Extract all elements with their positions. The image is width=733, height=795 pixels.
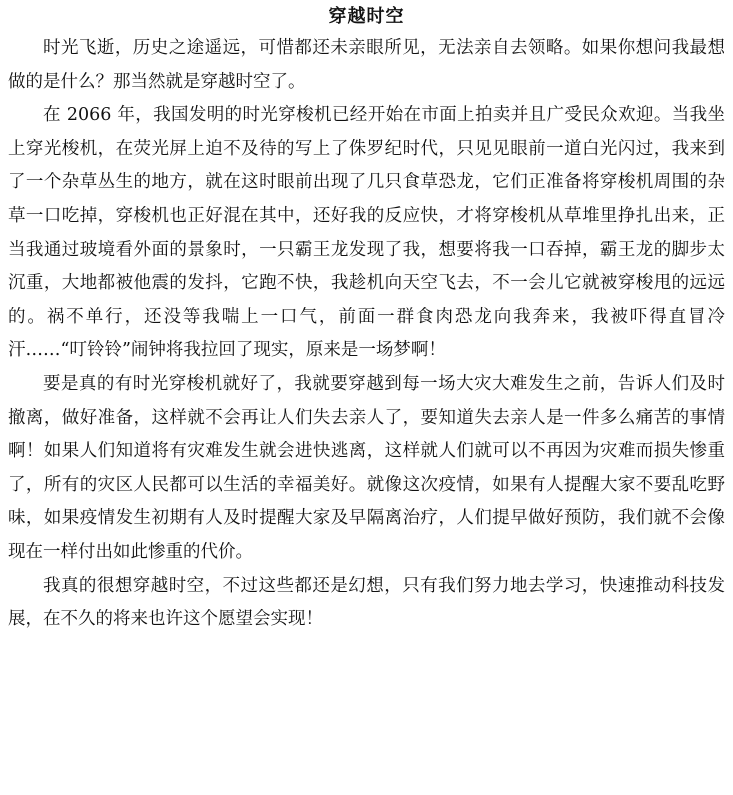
paragraph-4: 我真的很想穿越时空，不过这些都还是幻想，只有我们努力地去学习，快速推动科技发展，在不久的将来也许这个愿望会实现！ [8,575,725,630]
paragraph-1: 时光飞逝，历史之途遥远，可惜都还未亲眼所见，无法亲自去领略。如果你想问我最想做的是什么？那当然就是穿越时空了。 [8,38,725,92]
paragraph-2: 在 2066 年，我国发明的时光穿梭机已经开始在市面上拍卖并且广受民众欢迎。当我坐上穿光梭机，在荧光屏上迫不及待的写上了侏罗纪时代，只见见眼前一道白光闪过，我来到了一个杂草丛生的地方，就在这时眼前出现了几只食草恐龙，它们正准备将穿梭机周围的杂草一口吃掉，穿梭机也正好混在其中，还好我的反应快，才将穿梭机从草堆里挣扎出来，正当我通过玻境看外面的景象时，一只霸王龙发现了我，想要将我一口吞掉，霸王龙的脚步太沉重，大地都被他震的发抖，它跑不快，我趁机向天空飞去，不一会儿它就被穿梭甩的远远的。祸不单行，还没等我喘上一口气，前面一群食肉恐龙向我奔来，我被吓得直冒冷汗……“叮铃铃”闹钟将我拉回了现实，原来是一场梦啊！ [8,105,725,361]
document-title: 穿越时空 [328,6,405,27]
paragraph-3: 要是真的有时光穿梭机就好了，我就要穿越到每一场大灾大难发生之前，告诉人们及时撤离，做好准备，这样就不会再让人们失去亲人了，要知道失去亲人是一件多么痛苦的事情啊！如果人们知道将有灾难发生就会进快逃离，这样就人们就可以不再因为灾难而损失惨重了，所有的灾区人民都可以生活的幸福美好。就像这次疫情，如果有人提醒大家不要乱吃野味，如果疫情发生初期有人及时提醒大家及早隔离治疗，人们提早做好预防，我们就不会像现在一样付出如此惨重的代价。 [8,373,725,562]
